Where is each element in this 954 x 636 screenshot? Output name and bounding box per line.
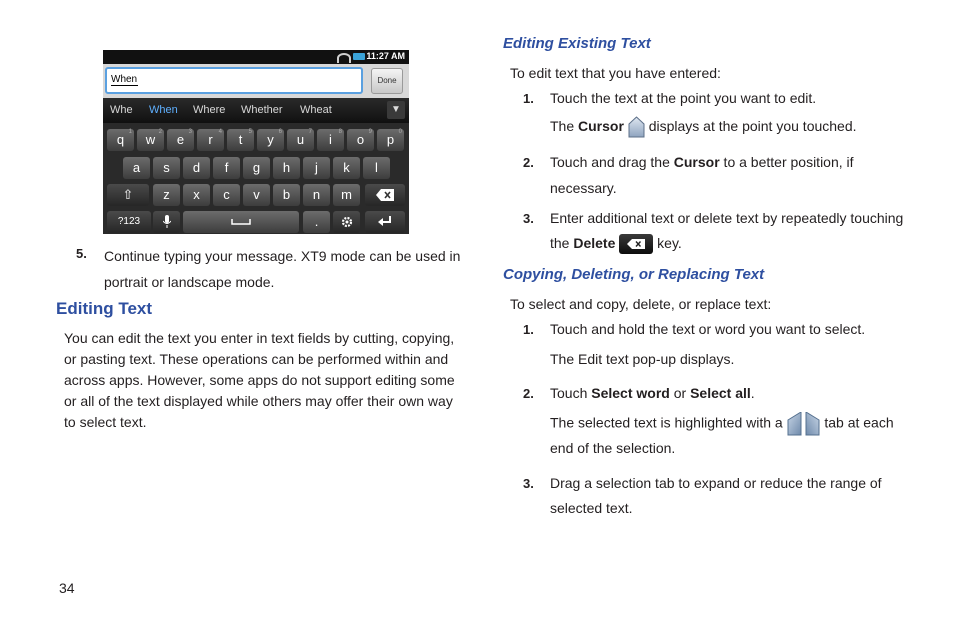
step-number: 1. (523, 91, 534, 106)
microphone-key[interactable] (153, 211, 180, 233)
step-subtext (550, 116, 857, 138)
key-d[interactable]: d (183, 157, 210, 179)
key-sublabel: 0 (398, 129, 402, 135)
key-sublabel: 1 (128, 129, 132, 135)
text-span: The selected text is highlighted with a (550, 414, 787, 431)
key-i[interactable] (317, 129, 344, 151)
step-text (550, 383, 755, 404)
intro-text: To select and copy, delete, or replace text: (510, 296, 772, 312)
text-span: key. (653, 235, 682, 251)
key-p[interactable] (377, 129, 404, 151)
key-a[interactable]: a (123, 157, 150, 179)
delete-key-icon (619, 234, 653, 254)
step-subtext (550, 412, 894, 436)
key-label: y (267, 132, 274, 147)
key-label: p (386, 132, 395, 147)
microphone-icon (163, 215, 171, 228)
settings-key[interactable] (333, 211, 360, 233)
key-s[interactable]: s (153, 157, 180, 179)
step-text: selected text. (550, 500, 633, 516)
step-number: 2. (523, 386, 534, 401)
backspace-key[interactable] (365, 184, 405, 206)
input-area (103, 64, 409, 98)
step-number: 3. (523, 476, 534, 491)
key-f[interactable]: f (213, 157, 240, 179)
step-subtext: end of the selection. (550, 440, 676, 456)
step-subtext: The Edit text pop-up displays. (550, 351, 735, 367)
suggestion-item[interactable]: Where (193, 104, 226, 116)
keyboard (103, 123, 409, 234)
step-text: Enter additional text or delete text by repeatedly touching (550, 210, 904, 226)
key-n[interactable]: n (303, 184, 330, 206)
keyboard-screenshot (103, 50, 409, 234)
chevron-down-icon[interactable]: ▼ (387, 101, 405, 119)
suggestion-item[interactable]: When (149, 104, 178, 116)
key-r[interactable] (197, 129, 224, 151)
message-text-field[interactable] (105, 67, 363, 94)
key-o[interactable] (347, 129, 374, 151)
enter-icon (378, 216, 392, 227)
key-sublabel: 4 (218, 129, 222, 135)
section-paragraph: You can edit the text you enter in text fields by cutting, copying, or pasting text. These operations can be performed within and across apps. However, some apps do not support editing some or all of the text displayed while others may offer their own way to select text. (64, 330, 455, 430)
key-y[interactable] (257, 129, 284, 151)
key-sublabel: 6 (278, 129, 282, 135)
key-label: r (208, 132, 213, 147)
key-j[interactable]: j (303, 157, 330, 179)
text-span: The (550, 118, 579, 134)
suggestion-item[interactable]: Whe (110, 104, 133, 116)
suggestion-bar (103, 98, 409, 123)
selection-tab-right-icon (805, 412, 820, 436)
text-span: the (550, 235, 574, 251)
symbols-key[interactable]: ?123 (107, 211, 151, 233)
key-h[interactable]: h (273, 157, 300, 179)
subsection-heading: Copying, Deleting, or Replacing Text (503, 266, 765, 283)
step-number: 1. (523, 322, 534, 337)
key-sublabel: 9 (368, 129, 372, 135)
text-span: or (669, 385, 691, 401)
suggestion-item[interactable]: Wheat (300, 104, 332, 116)
key-label: t (238, 132, 243, 147)
key-label: w (145, 132, 156, 147)
key-sublabel: 2 (158, 129, 162, 135)
shift-key[interactable]: ⇧ (107, 184, 149, 206)
bold-term: Cursor (578, 118, 624, 134)
step-text: Drag a selection tab to expand or reduce the range of (550, 475, 882, 491)
wifi-icon (337, 53, 351, 63)
text-span: tab at each (820, 414, 894, 431)
step-text: Touch and hold the text or word you want to select. (550, 321, 866, 337)
key-g[interactable]: g (243, 157, 270, 179)
key-q[interactable] (107, 129, 134, 151)
key-c[interactable]: c (213, 184, 240, 206)
done-button[interactable]: Done (371, 68, 403, 94)
gear-icon (341, 216, 353, 228)
message-text: When (111, 74, 138, 85)
status-bar (103, 50, 409, 64)
backspace-icon (376, 189, 394, 201)
key-x[interactable]: x (183, 184, 210, 206)
key-sublabel: 5 (248, 129, 252, 135)
text-span: Touch and drag the (550, 154, 674, 170)
bold-term: Delete (573, 235, 616, 251)
step-text: Touch the text at the point you want to edit. (550, 90, 817, 106)
text-span: to a better position, if (719, 154, 854, 170)
step-text (550, 152, 854, 173)
bold-term: Select word (591, 385, 670, 401)
key-sublabel: 3 (188, 129, 192, 135)
cursor-icon (628, 116, 645, 138)
page-number: 34 (59, 580, 75, 596)
step-text: necessary. (550, 180, 617, 196)
intro-text: To edit text that you have entered: (510, 65, 721, 81)
step-number: 5. (76, 246, 87, 261)
subsection-heading: Editing Existing Text (503, 35, 651, 52)
key-label: o (356, 132, 365, 147)
key-t[interactable] (227, 129, 254, 151)
key-v[interactable]: v (243, 184, 270, 206)
key-label: e (176, 132, 185, 147)
space-icon (231, 218, 251, 226)
bold-term: Select all (690, 385, 751, 401)
bold-term: Cursor (673, 154, 720, 170)
status-time: 11:27 AM (366, 51, 405, 61)
key-l[interactable]: l (363, 157, 390, 179)
step-5-text: Continue typing your message. XT9 mode can be used in portrait or landscape mode. (104, 248, 461, 290)
selection-tab-left-icon (787, 412, 802, 436)
key-z[interactable]: z (153, 184, 180, 206)
enter-key[interactable] (365, 211, 405, 233)
text-span: Touch (550, 385, 592, 401)
key-w[interactable] (137, 129, 164, 151)
step-number: 3. (523, 211, 534, 226)
key-k[interactable]: k (333, 157, 360, 179)
key-label: i (329, 132, 332, 147)
backspace-icon (627, 239, 645, 249)
space-key[interactable] (183, 211, 299, 233)
key-b[interactable]: b (273, 184, 300, 206)
key-e[interactable] (167, 129, 194, 151)
key-sublabel: 8 (338, 129, 342, 135)
key-m[interactable]: m (333, 184, 360, 206)
suggestion-item[interactable]: Whether (241, 104, 283, 116)
section-heading: Editing Text (56, 299, 153, 318)
key-sublabel: 7 (308, 129, 312, 135)
step-number: 2. (523, 155, 534, 170)
text-span: displays at the point you touched. (644, 118, 857, 134)
key-label: q (116, 132, 125, 147)
key-label: u (296, 132, 305, 147)
key-u[interactable] (287, 129, 314, 151)
period-key[interactable]: . (303, 211, 330, 233)
text-span: . (750, 385, 755, 401)
battery-icon (353, 53, 365, 60)
step-text (550, 233, 682, 254)
